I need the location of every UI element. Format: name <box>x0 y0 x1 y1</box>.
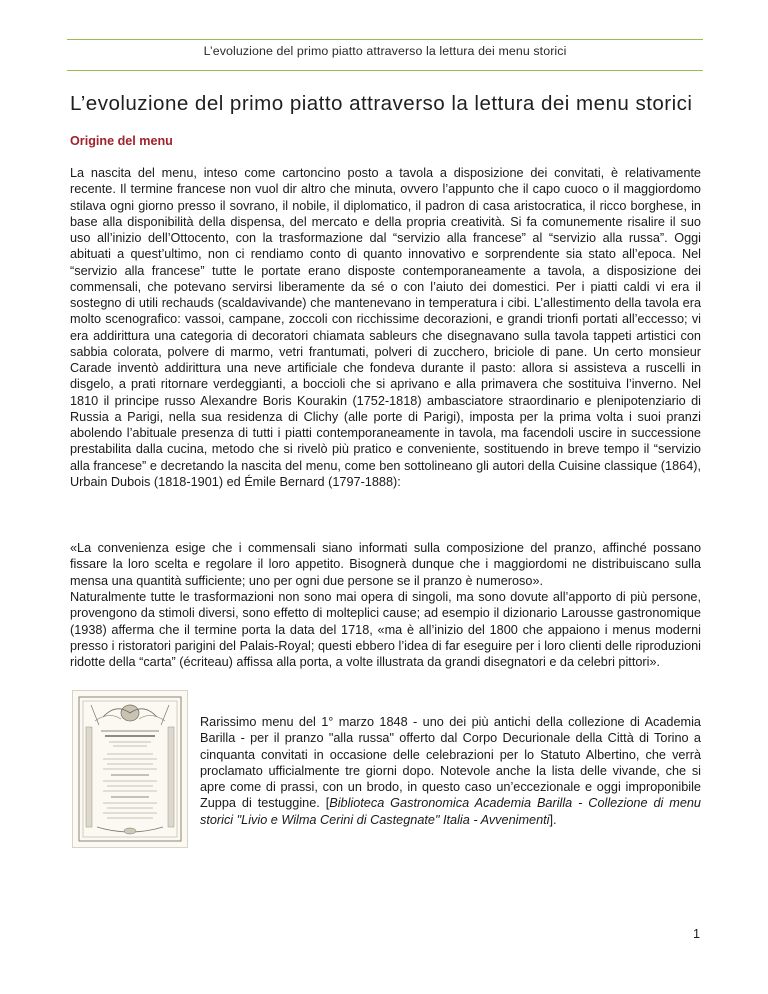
caption-main: Rarissimo menu del 1° marzo 1848 - uno dei più antichi della collezione di Academia Barilla - per il pranzo "alla russa" offerto dal Corpo Decurionale della Città di Torino a cinquanta convitati in occasione delle celebrazioni per lo Statuto Albertino, che verrà proclamato ufficialmente tre giorni dopo. Notevole anche la lista delle vivande, che si apre come di prassi, con un brodo, in questo caso un’eccezionale e oggi improponibile Zuppa di testuggine. [ <box>200 715 701 811</box>
header-top-rule <box>67 39 703 40</box>
running-header: L’evoluzione del primo piatto attraverso la lettura dei menu storici <box>203 44 567 58</box>
historic-menu-image <box>72 690 188 848</box>
document-title: L’evoluzione del primo piatto attraverso la lettura dei menu storici <box>70 92 693 115</box>
menu-engraving-icon <box>73 691 187 847</box>
paragraph-1: La nascita del menu, inteso come cartoncino posto a tavola a disposizione dei convitati, è relativamente recente. Il termine francese non vuol dir altro che minuta, ovvero l’appunto che il capo cuoco o il maggiordomo stilava ogni giorno presso il sovrano, il nobile, il diplomatico, il padron di casa aristocratica, il ricco borghese, in base alla disponibilità della dispensa, del mercato e della propria creatività. Si fa comunemente risalire il suo uso all’inizio dell’Ottocento, con la trasformazione dal “servizio alla francese” al “servizio alla russa”. Oggi abituati a quest’ultimo, non ci rendiamo conto di quanto innovativo e sorprendente sia stato all’epoca. Nel “servizio alla francese” tutte le portate erano disposte contemporaneamente a tavola, a disposizione dei commensali, che potevano servirsi liberamente da sé o con l’aiuto dei domestici. Per i piatti caldi vi era il sostegno di utili rechauds (scaldavivande) che mantenevano in temperatura i cibi. L’allestimento della tavola era molto scenografico: vassoi, campane, zoccoli con ricchissime decorazioni, e grandi trionfi portati all’eccesso; vi era addirittura una categoria di decoratori chiamata sableurs che disegnavano sulla tavola tappeti artistici con sabbia colorata, polvere di marmo, vetri frantumati, polveri di zucchero, briciole di pane. Un certo monsieur Carade inventò addirittura una neve artificiale che fondeva durante il pasto: allora si assisteva a ruscelli in disgelo, a prati ritornare verdeggianti, a boccioli che si aprivano e alla primavera che sostituiva l’inverno. Nel 1810 il principe russo Alexandre Boris Kourakin (1752-1818) ambasciatore straordinario e plenipotenziario di Russia a Parigi, nella sua residenza di Clichy (alle porte di Parigi), imposta per la prima volta i suoi pranzi abolendo l’abituale presenza di tutti i piatti contemporaneamente in tavola, ma facendoli uscire in successione prestabilita dalla cucina, metodo che si rivelò più pratico e conveniente, sostituendo in breve tempo il “servizio alla francese” e decretando la nascita del menu, come ben sottolineano gli autori della Cuisine classique (1864), Urbain Dubois (1818-1901) ed Émile Bernard (1797-1888): <box>70 166 701 489</box>
caption-end: ]. <box>549 812 557 827</box>
figure-caption <box>200 714 701 828</box>
page-number: 1 <box>692 927 700 941</box>
section-heading: Origine del menu <box>70 134 173 148</box>
paragraph-2-quote: «La convenienza esige che i commensali siano informati sulla composizione del pranzo, affinché possano fissare la loro scelta e regolare il loro appetito. Bisognerà dunque che i maggiordomi ne distribuiscano sulla mensa una quantità sufficiente; uno per ogni due persone se il pranzo è numeroso». <box>70 541 701 588</box>
header-bottom-rule <box>67 70 703 71</box>
caption-credit: Biblioteca Gastronomica Academia Barilla - Collezione di menu storici "Livio e Wilma Cerini di Castegnate" Italia - Avvenimenti <box>200 796 701 827</box>
paragraph-3: Naturalmente tutte le trasformazioni non sono mai opera di singoli, ma sono dovute all’apporto di più persone, provengono da stimoli diversi, sono effetto di molteplici cause; ad esempio il dizionario Larousse gastronomique (1938) afferma che il termine porta la data del 1718, «ma è all’inizio del 1800 che appaiono i menus moderni presso i ristoratori parigini del Palais-Royal; questi ebbero l’idea di far eseguire per i loro clienti delle riproduzioni ridotte della “carta” (écriteau) affissa alla porta, a volte illustrata da grandi disegnatori e da celebri pittori». <box>70 590 701 669</box>
